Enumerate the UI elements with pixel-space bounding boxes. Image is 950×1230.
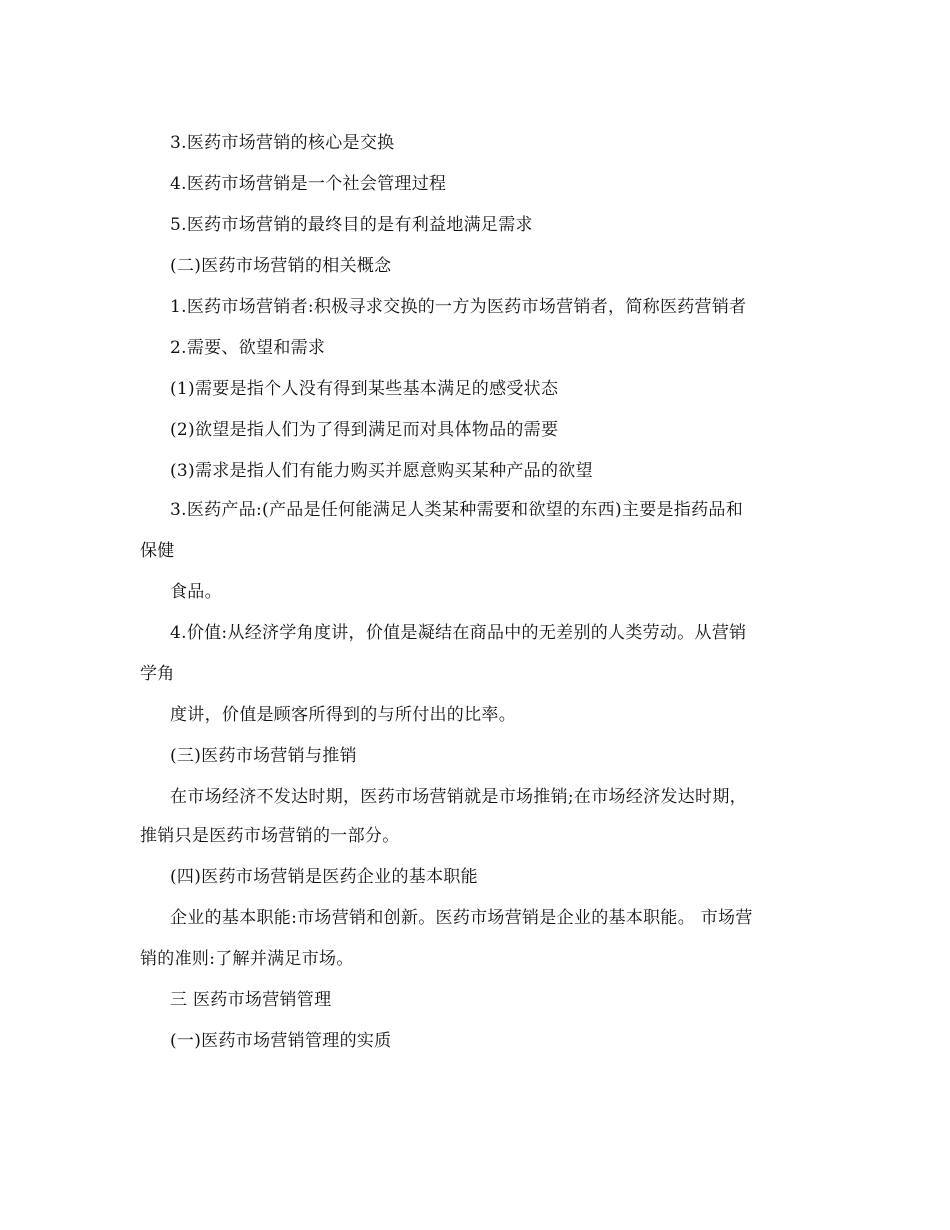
section-heading: (三)医药市场营销与推销: [170, 746, 357, 766]
text-line: 推销只是医药市场营销的一部分。: [140, 826, 400, 846]
text-line: 5.医药市场营销的最终目的是有利益地满足需求: [170, 215, 533, 235]
text-line: (1)需要是指个人没有得到某些基本满足的感受状态: [170, 379, 559, 399]
section-heading: 三 医药市场营销管理: [170, 990, 332, 1010]
text-line: (3)需求是指人们有能力购买并愿意购买某种产品的欲望: [170, 461, 593, 481]
section-heading: (四)医药市场营销是医药企业的基本职能: [170, 867, 478, 887]
text-line: 在市场经济不发达时期，医药市场营销就是市场推销;在市场经济发达时期，: [170, 787, 747, 807]
section-heading: (一)医药市场营销管理的实质: [170, 1031, 392, 1051]
text-line: 食品。: [170, 582, 222, 602]
text-line: 4.医药市场营销是一个社会管理过程: [170, 174, 447, 194]
section-heading: (二)医药市场营销的相关概念: [170, 256, 392, 276]
text-line: 3.医药产品:(产品是任何能满足人类某种需要和欲望的东西)主要是指药品和: [170, 500, 744, 520]
text-line: 4.价值:从经济学角度讲，价值是凝结在商品中的无差别的人类劳动。从营销: [170, 623, 747, 643]
text-line: 3.医药市场营销的核心是交换: [170, 133, 395, 153]
text-line: 2.需要、欲望和需求: [170, 338, 326, 358]
text-line: 度讲，价值是顾客所得到的与所付出的比率。: [170, 705, 516, 725]
text-line: 企业的基本职能:市场营销和创新。医药市场营销是企业的基本职能。 市场营: [170, 908, 753, 928]
text-line: 学角: [140, 664, 175, 684]
text-line: 1.医药市场营销者:积极寻求交换的一方为医药市场营销者，简称医药营销者: [170, 297, 747, 317]
text-line: (2)欲望是指人们为了得到满足而对具体物品的需要: [170, 420, 559, 440]
text-line: 保健: [140, 541, 175, 561]
text-line: 销的准则:了解并满足市场。: [140, 949, 354, 969]
